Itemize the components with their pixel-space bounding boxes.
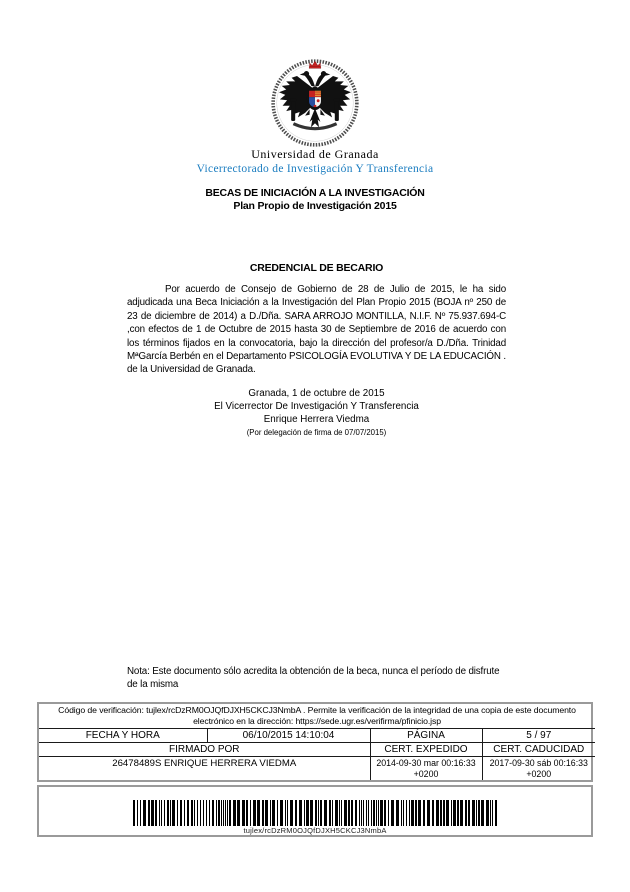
document-header bbox=[0, 58, 630, 212]
table-row bbox=[39, 704, 595, 729]
barcode bbox=[133, 800, 497, 826]
fecha-hora-label: FECHA Y HORA bbox=[39, 729, 207, 743]
signature-delegation: (Por delegación de firma de 07/07/2015) bbox=[246, 427, 387, 437]
cert-caducidad-value: 2017-09-30 sáb 00:16:33 +0200 bbox=[482, 757, 595, 781]
credential-title: CREDENCIAL DE BECARIO bbox=[249, 262, 384, 274]
signature-block bbox=[127, 387, 506, 439]
table-row bbox=[39, 743, 595, 757]
cert-expedido-value: 2014-09-30 mar 00:16:33 +0200 bbox=[370, 757, 482, 781]
vicerrectorado-name: Vicerrectorado de Investigación Y Transferencia bbox=[196, 163, 434, 175]
signature-signer-name: Enrique Herrera Viedma bbox=[263, 413, 370, 425]
signature-place-date: Granada, 1 de octubre de 2015 bbox=[248, 387, 385, 399]
cert-caducidad-label: CERT. CADUCIDAD bbox=[482, 743, 595, 757]
firmado-por-label: FIRMADO POR bbox=[39, 743, 370, 757]
cert-expedido-label: CERT. EXPEDIDO bbox=[370, 743, 482, 757]
pagina-label: PÁGINA bbox=[370, 729, 482, 743]
credential-paragraph: Por acuerdo de Consejo de Gobierno de 28 de Julio de 2015, le ha sido adjudicada una Beca Iniciación a la Investigación del Plan Propio 2015 (BOJA nº 250 de 23 de diciembre de 2014) a D./Dña. SARA ARROJO MONTILLA, N.I.F. Nº 75.937.694-C ,con efectos de 1 de Octubre de 2015 hasta 30 de Septiembre de 2016 de acuerdo con los términos fijados en la convocatoria, bajo la dirección del profesor/a D./Dña. Trinidad MªGarcía Berbén en el Departamento PSICOLOGÍA EVOLUTIVA Y DE LA EDUCACIÓN . de la Universidad de Granada. bbox=[127, 284, 506, 376]
program-title: BECAS DE INICIACIÓN A LA INVESTIGACIÓN bbox=[205, 187, 425, 199]
firmado-por-value: 26478489S ENRIQUE HERRERA VIEDMA bbox=[39, 757, 370, 781]
table-row bbox=[39, 757, 595, 781]
document-note: Nota: Este documento sólo acredita la obtención de la beca, nunca el período de disfrute de la misma bbox=[127, 666, 500, 690]
barcode-caption: tujlex/rcDzRM0OJQfDJXH5CKCJ3NmbA bbox=[243, 826, 387, 835]
university-seal-icon bbox=[270, 58, 360, 148]
credential-body bbox=[127, 262, 506, 439]
pagina-value: 5 / 97 bbox=[482, 729, 595, 743]
barcode-box bbox=[37, 785, 593, 837]
table-row bbox=[39, 729, 595, 743]
verification-table bbox=[37, 702, 593, 782]
program-subtitle: Plan Propio de Investigación 2015 bbox=[233, 200, 397, 212]
university-name: Universidad de Granada bbox=[251, 147, 379, 161]
fecha-hora-value: 06/10/2015 14:10:04 bbox=[207, 729, 370, 743]
signature-signer-title: El Vicerrector De Investigación Y Transferencia bbox=[214, 400, 419, 412]
verification-code-text: Código de verificación: tujlex/rcDzRM0OJQfDJXH5CKCJ3NmbA . Permite la verificación de la integridad de una copia de este documento electrónico en la dirección: https://sede.ugr.es/verifirma/pfinicio.jsp bbox=[39, 704, 595, 729]
